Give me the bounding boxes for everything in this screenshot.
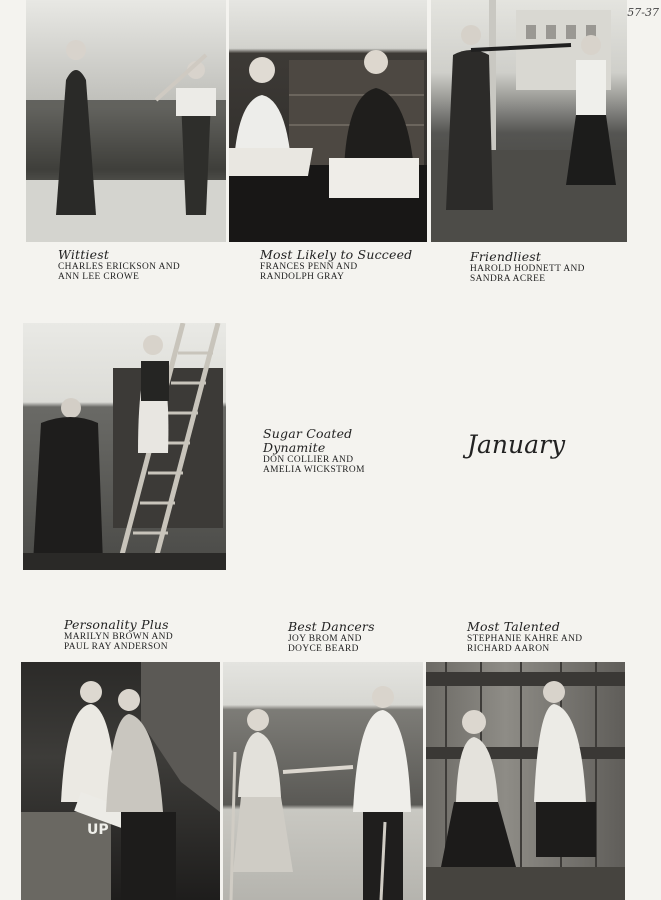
photo-sugar-coated-dynamite [23, 323, 226, 570]
caption-most-likely-to-succeed [260, 248, 412, 282]
award-title: Friendliest [470, 249, 542, 264]
award-title-line-2: Dynamite [263, 440, 326, 455]
up-sign: UP [87, 822, 109, 838]
page-number: 57-37 [627, 6, 659, 19]
award-names-line-1: CHARLES ERICKSON AND [58, 262, 181, 272]
caption-best-dancers [288, 620, 375, 654]
photo-most-talented [426, 662, 625, 900]
award-title: Most Likely to Succeed [260, 247, 413, 262]
photo-best-dancers [223, 662, 423, 900]
award-title: Sugar Coated [263, 426, 353, 441]
caption-sugar-coated-dynamite [263, 427, 365, 475]
caption-friendliest [470, 250, 585, 284]
award-names-line-2: RANDOLPH GRAY [260, 272, 345, 282]
caption-wittiest [58, 248, 180, 282]
award-names-line-1: MARILYN BROWN AND [64, 632, 173, 642]
award-names-line-2: RICHARD AARON [467, 644, 550, 654]
photo-most-likely-to-succeed [229, 0, 427, 242]
award-names-line-1: HAROLD HODNETT AND [470, 264, 585, 274]
award-names-line-2: AMELIA WICKSTROM [263, 465, 365, 475]
photo-wittiest [26, 0, 226, 242]
award-names-line-1: DON COLLIER AND [263, 455, 354, 465]
award-names-line-1: STEPHANIE KAHRE AND [467, 634, 583, 644]
award-title: Best Dancers [288, 619, 375, 634]
award-names-line-2: PAUL RAY ANDERSON [64, 642, 168, 652]
award-names-line-1: JOY BROM AND [288, 634, 362, 644]
caption-most-talented [467, 620, 582, 654]
caption-personality-plus [64, 618, 173, 652]
photo-personality-plus [21, 662, 220, 900]
photo-friendliest [431, 0, 627, 242]
award-title: Personality Plus [64, 617, 169, 632]
award-names-line-2: SANDRA ACREE [470, 274, 546, 284]
award-names-line-1: FRANCES PENN AND [260, 262, 358, 272]
award-title: Most Talented [467, 619, 561, 634]
award-title: Wittiest [58, 247, 110, 262]
month-heading: January [467, 430, 566, 459]
award-names-line-2: DOYCE BEARD [288, 644, 359, 654]
award-names-line-2: ANN LEE CROWE [58, 272, 140, 282]
